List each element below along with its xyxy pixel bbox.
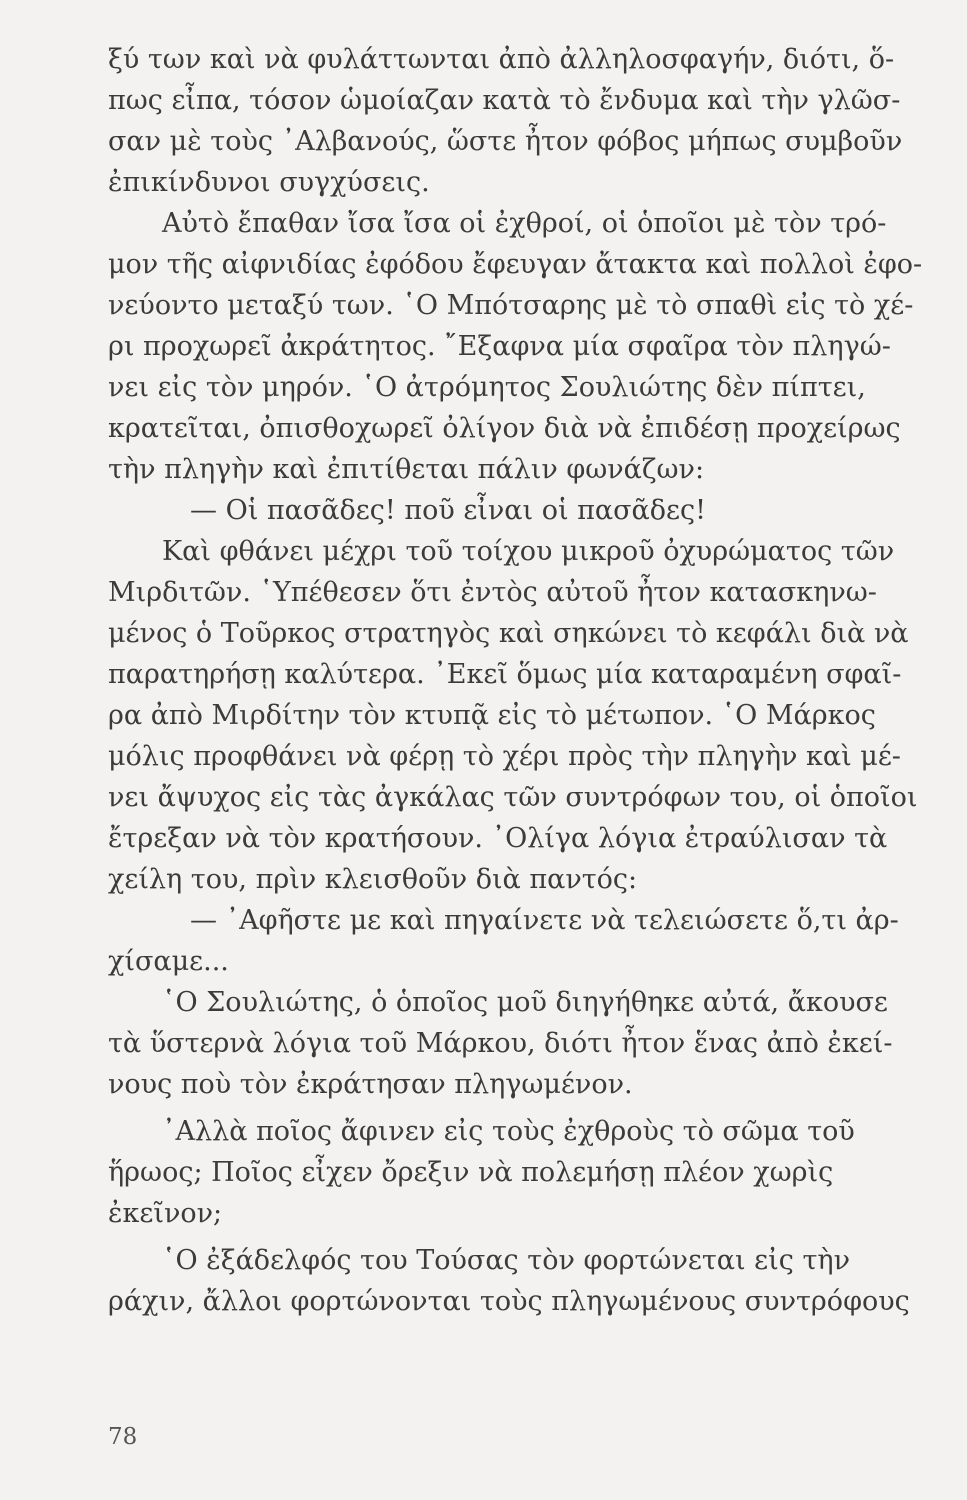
text-line: ρα ἀπὸ Μιρδίτην τὸν κτυπᾷ εἰς τὸ μέτωπον. ῾Ο Μάρκος [108,700,876,731]
text-line: μόλις προφθάνει νὰ φέρῃ τὸ χέρι πρὸς τὴν πληγὴν καὶ μέ- [108,741,901,772]
text-line: χείλη του, πρὶν κλεισθοῦν διὰ παντός: [108,864,638,895]
text-line: σαν μὲ τοὺς ᾿Αλβανούς, ὥστε ἦτον φόβος μήπως συμβοῦν [108,126,903,157]
text-line: παρατηρήσῃ καλύτερα. ᾿Εκεῖ ὅμως μία καταραμένη σφαῖ- [108,659,902,690]
text-line: μον τῆς αἰφνιδίας ἐφόδου ἔφευγαν ἄτακτα καὶ πολλοὶ ἐφο- [108,249,923,280]
text-line: ἔτρεξαν νὰ τὸν κρατήσουν. ᾿Ολίγα λόγια ἐτραύλισαν τὰ [108,823,888,854]
dialogue-line: — ᾿Αφῆστε με καὶ πηγαίνετε νὰ τελειώσετε ὅ,τι ἀρ- [190,905,899,936]
text-line: ἐκεῖνον; [108,1198,223,1229]
text-line: ῾Ο Σουλιώτης, ὁ ὁποῖος μοῦ διηγήθηκε αὐτά, ἄκουσε [162,987,888,1018]
text-line: μένος ὁ Τοῦρκος στρατηγὸς καὶ σηκώνει τὸ κεφάλι διὰ νὰ [108,618,909,649]
text-line: νει εἰς τὸν μηρόν. ῾Ο ἀτρόμητος Σουλιώτης δὲν πίπτει, [108,372,866,403]
text-line: ἥρωος; Ποῖος εἶχεν ὄρεξιν νὰ πολεμήσῃ πλέον χωρὶς [108,1157,834,1188]
text-line: νους ποὺ τὸν ἐκράτησαν πληγωμένον. [108,1069,633,1100]
text-line: πως εἶπα, τόσον ὡμοίαζαν κατὰ τὸ ἔνδυμα καὶ τὴν γλῶσ- [108,85,901,116]
text-line: νεύοντο μεταξύ των. ῾Ο Μπότσαρης μὲ τὸ σπαθὶ εἰς τὸ χέ- [108,290,914,321]
text-line: ρι προχωρεῖ ἀκράτητος. ῎Εξαφνα μία σφαῖρα τὸν πληγώ- [108,331,891,362]
text-line: Καὶ φθάνει μέχρι τοῦ τοίχου μικροῦ ὀχυρώματος τῶν [162,536,895,567]
text-line: χίσαμε... [108,946,229,977]
text-line: κρατεῖται, ὀπισθοχωρεῖ ὀλίγον διὰ νὰ ἐπιδέσῃ προχείρως [108,413,901,444]
text-line: ξύ των καὶ νὰ φυλάττωνται ἀπὸ ἀλληλοσφαγήν, διότι, ὅ- [108,44,895,75]
page-number: 78 [108,1424,138,1450]
text-line: Μιρδιτῶν. ῾Υπέθεσεν ὅτι ἐντὸς αὐτοῦ ἦτον κατασκηνω- [108,577,877,608]
text-line: νει ἄψυχος εἰς τὰς ἀγκάλας τῶν συντρόφων του, οἱ ὁποῖοι [108,782,918,813]
text-line: τὴν πληγὴν καὶ ἐπιτίθεται πάλιν φωνάζων: [108,454,705,485]
text-line: ράχιν, ἄλλοι φορτώνονται τοὺς πληγωμένους συντρόφους [108,1286,910,1317]
text-line: ῾Ο ἐξάδελφός του Τούσας τὸν φορτώνεται εἰς τὴν [162,1245,850,1276]
text-line: ᾿Αλλὰ ποῖος ἄφινεν εἰς τοὺς ἐχθροὺς τὸ σῶμα τοῦ [162,1116,855,1147]
text-line: τὰ ὕστερνὰ λόγια τοῦ Μάρκου, διότι ἦτον ἕνας ἀπὸ ἐκεί- [108,1028,893,1059]
text-line: ἐπικίνδυνοι συγχύσεις. [108,167,430,198]
text-line: Αὐτὸ ἔπαθαν ἴσα ἴσα οἱ ἐχθροί, οἱ ὁποῖοι μὲ τὸν τρό- [162,208,887,239]
dialogue-line: — Οἱ πασᾶδες! ποῦ εἶναι οἱ πασᾶδες! [190,495,706,526]
